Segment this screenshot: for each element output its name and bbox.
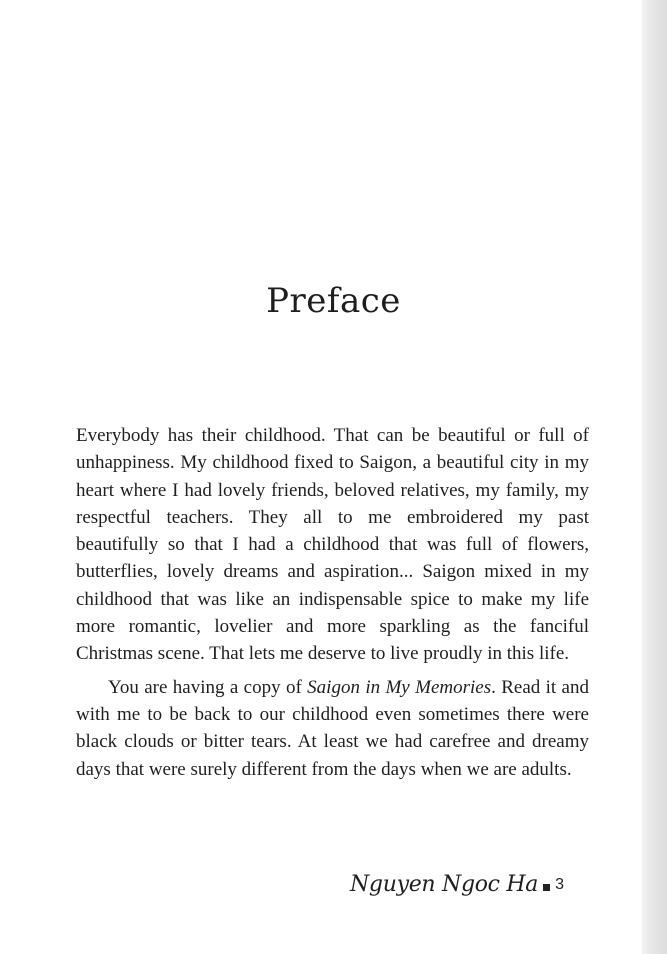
paragraph-2 <box>76 674 589 783</box>
square-bullet-icon <box>543 884 550 891</box>
book-title: Saigon in My Memories <box>307 676 492 698</box>
page-footer <box>350 872 564 897</box>
paragraph-2-start: You are having a copy of <box>108 676 308 698</box>
page-number: 3 <box>555 875 564 893</box>
preface-body <box>76 422 589 783</box>
author-signature: Nguyen Ngoc Ha <box>349 872 539 897</box>
page-edge-shadow <box>642 0 667 954</box>
paragraph-1: Everybody has their childhood. That can be beautiful or full of unhappiness. My childhood fixed to Saigon, a beautiful city in my heart where I had lovely friends, beloved relatives, my family, my respectful teachers. They all to me embroidered my past beautifully so that I had a childhood that was full of flowers, butterflies, lovely dreams and aspiration... Saigon mixed in my childhood that was like an indispensable spice to make my life more romantic, lovelier and more sparkling as the fanciful Christmas scene. That lets me deserve to live proudly in this life. <box>76 425 589 665</box>
page-title: Preface <box>266 280 401 321</box>
paragraph-2-end: . Read it and with me to be back to our childhood even sometimes there were black clouds or bitter tears. At least we had carefree and dreamy days that were surely different from the days when we are adults. <box>76 676 589 780</box>
